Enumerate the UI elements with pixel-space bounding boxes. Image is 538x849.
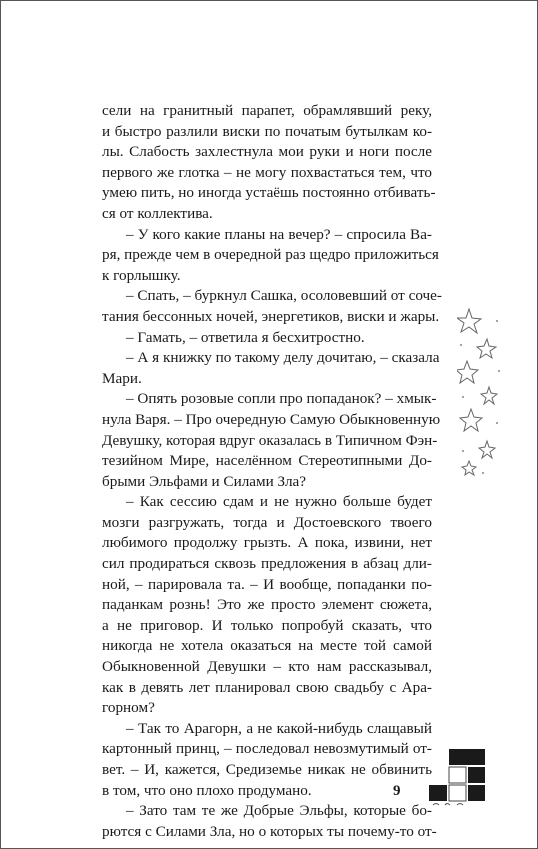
text-line: – У кого какие планы на вечер? – спросила Ва- [126,225,432,243]
text-line: паданкам рознь! Это же просто элемент сюжета, [102,596,432,614]
text-line: как в девять лет планировал свою свадьбу с Ара- [102,678,432,696]
text-line: нула Варя. – Про очередную Самую Обыкновенную [102,410,441,428]
text-line: тания бессонных ночей, энергетиков, виски и жары. [102,307,440,325]
text-line: сил продираться сквозь предложения в абзац дли- [102,555,432,573]
text-line: картонный принц, – последовал невозмутимый от- [102,740,432,758]
text-line: вет. – И, кажется, Средиземье никак не обвинить [102,761,432,778]
text-line: ной, – парировала та. – И вообще, попаданки по- [102,575,432,593]
text-line: мозги разгружать, тогда и Достоевского твоего [102,513,432,531]
text-line: – Зато там те же Добрые Эльфы, которые бо- [126,802,432,820]
text-line: никогда не хотела оказаться на месте той самой [102,637,432,655]
text-line: Девушку, которая вдруг оказалась в Типичном Фэн- [102,431,438,449]
text-line: тезийном Мире, населённом Стереотипными До- [102,452,432,470]
text-line: – Как сессию сдам и не нужно больше будет [126,493,432,511]
body-text [102,101,442,842]
text-line: умею пить, но иногда устаёшь постоянно отбивать- [102,184,436,202]
block-pattern-decoration [427,747,487,809]
text-line: лы. Слабость захлестнула мои руки и ноги после [102,143,432,161]
page-number: 9 [393,783,401,799]
text-line: – Спать, – буркнул Сашка, осоловевший от соче- [126,287,442,305]
text-line: горном? [102,699,155,717]
text-line: Мари. [102,369,142,387]
text-line: брыми Эльфами и Силами Зла? [102,472,307,490]
star-sparkles-decoration [457,301,507,481]
text-line: – А я книжку по такому делу дочитаю, – сказала [126,349,440,367]
text-line: ря, прежде чем в очередной раз щедро приложиться [102,246,439,264]
text-line: и быстро разлили виски по початым бутылкам ко- [102,122,432,140]
text-line: – Гамать, – ответила я бесхитростно. [126,328,365,346]
text-line: Обыкновенной Девушки – кто нам рассказывал, [102,658,432,676]
text-line: – Опять розовые сопли про попаданок? – хмык- [126,390,437,408]
text-line: рются с Силами Зла, но о которых ты почему-то от- [102,822,437,840]
text-line: первого же глотка – не могу похвастаться тем, что [102,163,432,181]
text-line: любимого продолжу грызть. А пока, извини, нет [102,534,432,552]
text-line: – Так то Арагорн, а не какой-нибудь слащавый [126,719,432,737]
text-line: в том, что оно плохо продумано. [102,781,312,799]
text-line: к горлышку. [102,266,181,284]
text-line: сели на гранитный парапет, обрамлявший реку, [102,102,432,119]
text-line: а не приговор. И только попробуй сказать, что [102,616,432,634]
text-line: ся от коллектива. [102,204,213,222]
